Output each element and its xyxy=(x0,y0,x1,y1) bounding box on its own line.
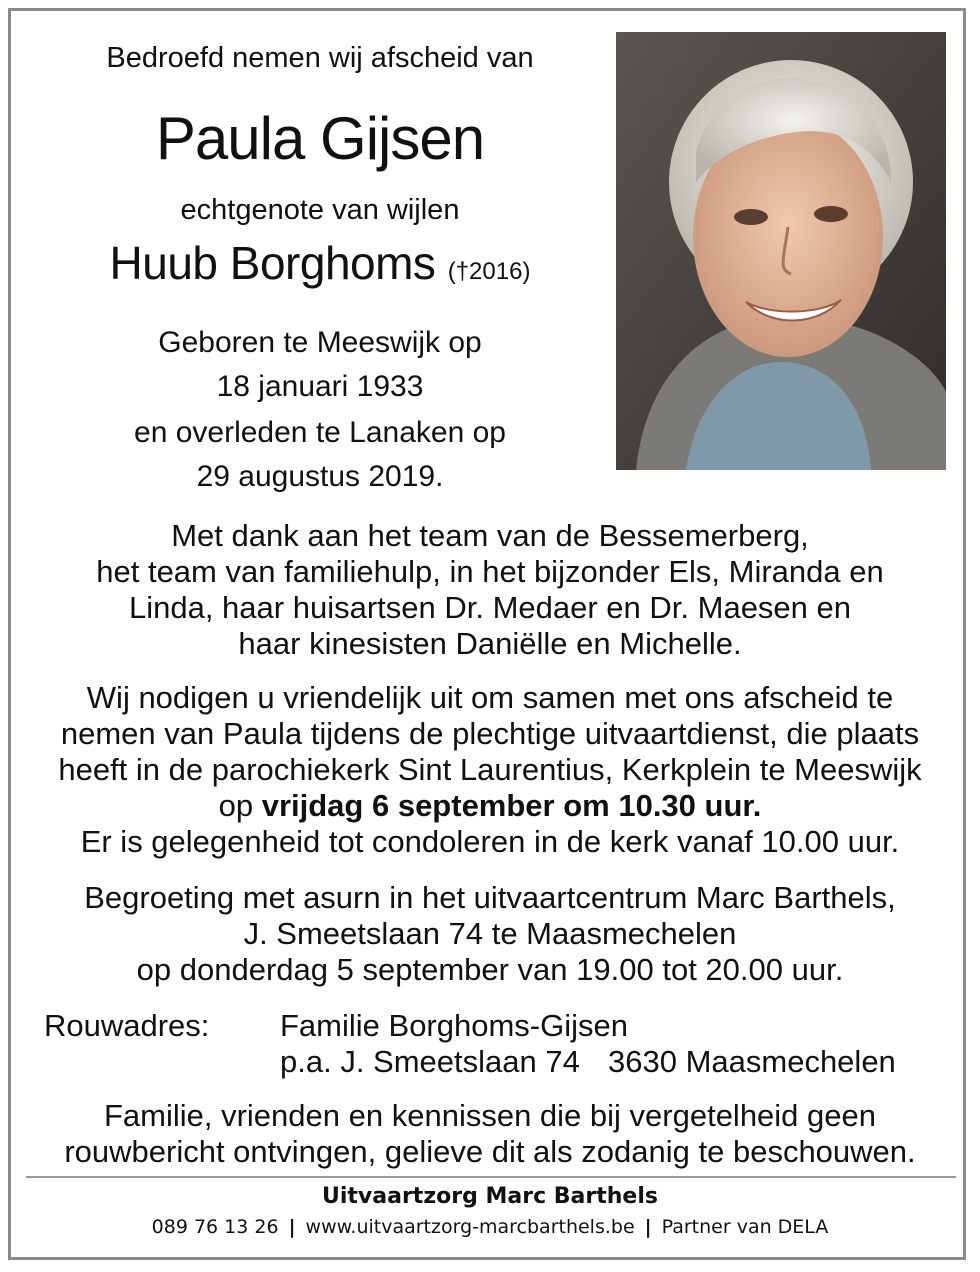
footer-divider xyxy=(26,1176,956,1178)
notice-paragraph xyxy=(20,1098,960,1170)
notice-line: rouwbericht ontvingen, gelieve dit als zodanig te beschouwen. xyxy=(64,1134,916,1169)
footer-contact xyxy=(20,1216,960,1238)
birth-place: Geboren te Meeswijk op xyxy=(158,326,482,359)
birth-date: 18 januari 1933 xyxy=(216,370,424,403)
address-city: 3630 Maasmechelen xyxy=(608,1044,896,1079)
phone-number: 089 76 13 26 xyxy=(151,1216,279,1238)
service-date-prefix: op xyxy=(218,788,262,823)
funeral-company: Uitvaartzorg Marc Barthels xyxy=(322,1184,658,1209)
service-paragraph xyxy=(20,680,960,860)
address-family: Familie Borghoms-Gijsen xyxy=(280,1008,628,1043)
separator: | xyxy=(288,1216,296,1238)
service-line: nemen van Paula tijdens de plechtige uitvaartdienst, die plaats xyxy=(60,716,920,751)
thanks-line: het team van familiehulp, in het bijzonder Els, Miranda en xyxy=(96,554,884,589)
service-line: heeft in de parochiekerk Sint Laurentius, Kerkplein te Meeswijk xyxy=(58,752,922,787)
greeting-line: op donderdag 5 september van 19.00 tot 20.00 uur. xyxy=(136,952,844,987)
website-link[interactable]: www.uitvaartzorg-marcbarthels.be xyxy=(305,1216,635,1238)
portrait-illustration xyxy=(616,32,946,470)
condolence-line: Er is gelegenheid tot condoleren in de kerk vanaf 10.00 uur. xyxy=(80,824,900,859)
deceased-name: Paula Gijsen xyxy=(155,105,485,172)
greeting-paragraph xyxy=(20,880,960,988)
spouse-prefix: echtgenote van wijlen xyxy=(180,194,460,226)
portrait-photo xyxy=(616,32,946,470)
greeting-line: Begroeting met asurn in het uitvaartcentrum Marc Barthels, xyxy=(84,880,896,915)
spouse-death-year: (†2016) xyxy=(447,258,531,285)
notice-line: Familie, vrienden en kennissen die bij vergetelheid geen xyxy=(103,1098,877,1133)
separator: | xyxy=(644,1216,652,1238)
intro-text: Bedroefd nemen wij afscheid van xyxy=(106,42,534,74)
thanks-paragraph xyxy=(20,518,960,662)
address-label: Rouwadres: xyxy=(44,1008,210,1043)
spouse-name: Huub Borghoms xyxy=(109,237,436,289)
spouse-line xyxy=(40,236,600,290)
death-place: en overleden te Lanaken op xyxy=(134,416,506,449)
service-date-line xyxy=(20,788,960,824)
partner-text: Partner van DELA xyxy=(661,1216,829,1238)
service-line: Wij nodigen u vriendelijk uit om samen met ons afscheid te xyxy=(86,680,894,715)
thanks-line: Met dank aan het team van de Bessemerberg, xyxy=(171,518,809,553)
service-date: vrijdag 6 september om 10.30 uur. xyxy=(261,788,762,823)
address-street: p.a. J. Smeetslaan 74 xyxy=(280,1044,580,1079)
death-date: 29 augustus 2019. xyxy=(196,460,444,493)
greeting-line: J. Smeetslaan 74 te Maasmechelen xyxy=(243,916,737,951)
thanks-line: haar kinesisten Daniëlle en Michelle. xyxy=(238,626,742,661)
thanks-line: Linda, haar huisartsen Dr. Medaer en Dr. Maesen en xyxy=(128,590,852,625)
